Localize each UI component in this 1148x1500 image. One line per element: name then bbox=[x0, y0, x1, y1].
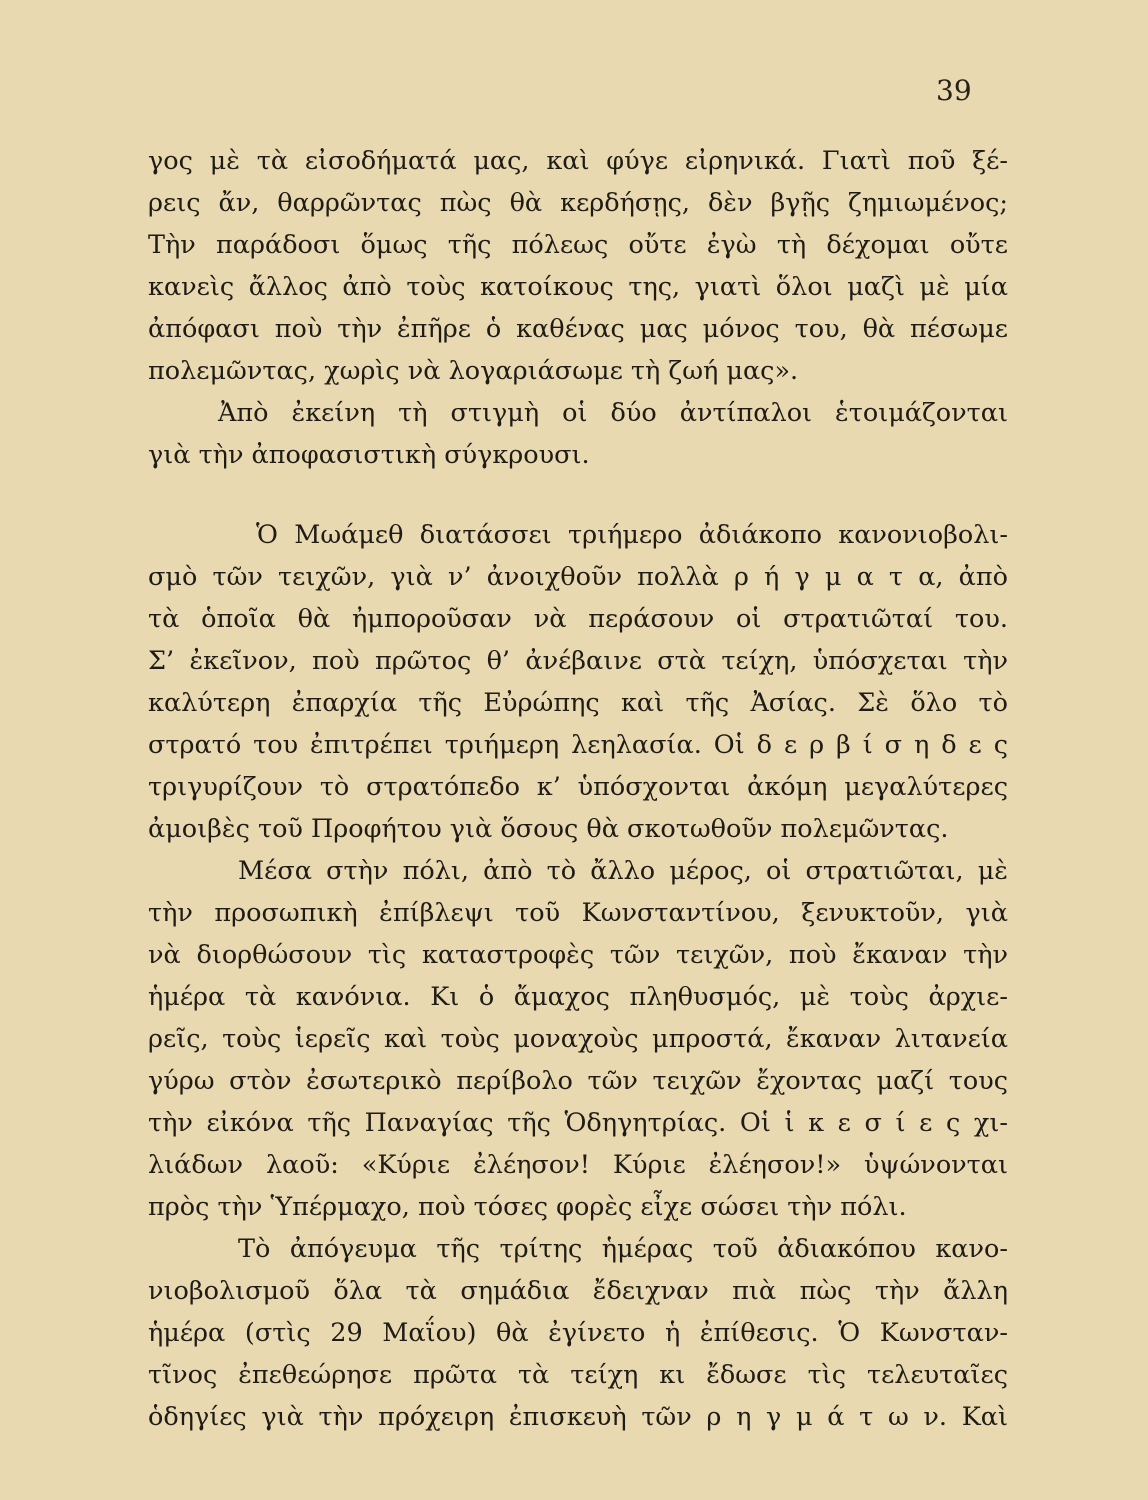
text-line: τῖνος ἐπεθεώρησε πρῶτα τὰ τείχη κι ἔδωσε τὶς τελευταῖες bbox=[148, 1360, 1008, 1390]
text-line: καλύτερη ἐπαρχία τῆς Εὐρώπης καὶ τῆς Ἀσίας. Σὲ ὅλο τὸ bbox=[148, 688, 1008, 718]
text-line: ἀπόφασι ποὺ τὴν ἐπῆρε ὁ καθένας μας μόνος του, θὰ πέσωμε bbox=[148, 314, 1008, 344]
text-line: ἡμέρα (στὶς 29 Μαΐου) θὰ ἐγίνετο ἡ ἐπίθεσις. Ὁ Κωνσταν- bbox=[148, 1318, 1008, 1348]
text-line: Τὸ ἀπόγευμα τῆς τρίτης ἡμέρας τοῦ ἀδιακόπου κανο- bbox=[238, 1234, 1008, 1264]
text-line: γιὰ τὴν ἀποφασιστικὴ σύγκρουσι. bbox=[148, 440, 590, 470]
text-line: σμὸ τῶν τειχῶν, γιὰ ν’ ἀνοιχθοῦν πολλὰ ρ ή γ μ α τ α, ἀπὸ bbox=[148, 562, 1008, 592]
text-line: ἀμοιβὲς τοῦ Προφήτου γιὰ ὅσους θὰ σκοτωθοῦν πολεμῶντας. bbox=[148, 814, 949, 844]
text-line: πρὸς τὴν Ὑπέρμαχο, ποὺ τόσες φορὲς εἶχε σώσει τὴν πόλι. bbox=[148, 1192, 907, 1222]
text-line: ρεις ἄν, θαρρῶντας πὼς θὰ κερδήσῃς, δὲν βγῇς ζημιωμένος; bbox=[148, 188, 1008, 218]
text-line: ὁδηγίες γιὰ τὴν πρόχειρη ἐπισκευὴ τῶν ρ η γ μ ά τ ω ν. Καὶ bbox=[148, 1402, 1008, 1432]
text-line: Ἀπὸ ἐκείνη τὴ στιγμὴ οἱ δύο ἀντίπαλοι ἑτοιμάζονται bbox=[218, 398, 1008, 428]
text-line: Ὁ Μωάμεθ διατάσσει τριήμερο ἀδιάκοπο κανονιοβολι- bbox=[256, 520, 1008, 550]
text-line: Σ’ ἐκεῖνον, ποὺ πρῶτος θ’ ἀνέβαινε στὰ τείχη, ὑπόσχεται τὴν bbox=[148, 646, 1008, 676]
text-line: νιοβολισμοῦ ὅλα τὰ σημάδια ἔδειχναν πιὰ πὼς τὴν ἄλλη bbox=[148, 1276, 1008, 1306]
text-line: λιάδων λαοῦ: «Κύριε ἐλέησον! Κύριε ἐλέησον!» ὑψώνονται bbox=[148, 1150, 1008, 1180]
text-line: Μέσα στὴν πόλι, ἀπὸ τὸ ἄλλο μέρος, οἱ στρατιῶται, μὲ bbox=[238, 856, 1008, 886]
text-line: τὴν προσωπικὴ ἐπίβλεψι τοῦ Κωνσταντίνου, ξενυκτοῦν, γιὰ bbox=[148, 898, 1008, 928]
text-line: Τὴν παράδοσι ὅμως τῆς πόλεως οὔτε ἐγὼ τὴ δέχομαι οὔτε bbox=[148, 230, 1008, 260]
text-line: ἡμέρα τὰ κανόνια. Κι ὁ ἄμαχος πληθυσμός, μὲ τοὺς ἀρχιε- bbox=[148, 982, 1008, 1012]
text-line: γύρω στὸν ἐσωτερικὸ περίβολο τῶν τειχῶν ἔχοντας μαζί τους bbox=[148, 1066, 1008, 1096]
body-text bbox=[148, 140, 1008, 1438]
text-line: τὴν εἰκόνα τῆς Παναγίας τῆς Ὁδηγητρίας. Οἱ ἱ κ ε σ ί ε ς χι- bbox=[148, 1108, 1008, 1138]
text-line: πολεμῶντας, χωρὶς νὰ λογαριάσωμε τὴ ζωή μας». bbox=[148, 356, 799, 386]
page-number: 39 bbox=[936, 74, 972, 107]
text-line: κανεὶς ἄλλος ἀπὸ τοὺς κατοίκους της, γιατὶ ὅλοι μαζὶ μὲ μία bbox=[148, 272, 1008, 302]
text-line: στρατό του ἐπιτρέπει τριήμερη λεηλασία. Οἱ δ ε ρ β ί σ η δ ε ς bbox=[148, 730, 1008, 760]
text-line: ρεῖς, τοὺς ἱερεῖς καὶ τοὺς μοναχοὺς μπροστά, ἔκαναν λιτανεία bbox=[148, 1024, 1008, 1054]
text-line: τριγυρίζουν τὸ στρατόπεδο κ’ ὑπόσχονται ἀκόμη μεγαλύτερες bbox=[148, 772, 1008, 802]
text-line: γος μὲ τὰ εἰσοδήματά μας, καὶ φύγε εἰρηνικά. Γιατὶ ποῦ ξέ- bbox=[148, 146, 1008, 176]
paragraph-gap bbox=[148, 476, 1008, 514]
text-line: νὰ διορθώσουν τὶς καταστροφὲς τῶν τειχῶν, ποὺ ἔκαναν τὴν bbox=[148, 940, 1008, 970]
text-line: τὰ ὁποῖα θὰ ἠμποροῦσαν νὰ περάσουν οἱ στρατιῶταί του. bbox=[148, 604, 1008, 634]
